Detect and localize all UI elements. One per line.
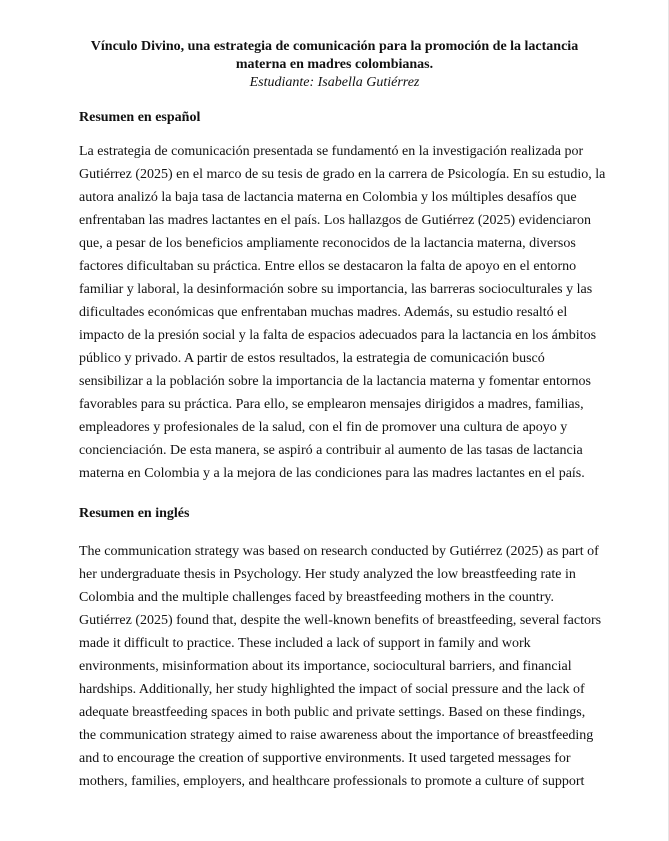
paragraph-line: público y privado. A partir de estos resultados, la estrategia de comunicación buscó [79,351,545,366]
paragraph-line: Gutiérrez (2025) en el marco de su tesis de grado en la carrera de Psicología. En su estudio, la [79,167,606,182]
paragraph-line: environments, misinformation about its importance, sociocultural barriers, and financial [79,659,572,674]
paragraph-line: sensibilizar a la población sobre la importancia de la lactancia materna y fomentar entornos [79,374,591,389]
paragraph-line: impacto de la presión social y la falta de espacios adecuados para la lactancia en los ámbitos [79,328,597,343]
paragraph-line: mothers, families, employers, and healthcare professionals to promote a culture of support [79,774,585,789]
paragraph-line: autora analizó la baja tasa de lactancia materna en Colombia y los múltiples desafíos que [79,190,577,205]
paragraph-line: factores dificultaban su práctica. Entre ellos se destacaron la falta de apoyo en el entorno [79,259,577,274]
paragraph-line: dificultades económicas que enfrentaban muchas madres. Además, su estudio resaltó el [79,305,568,320]
paragraph-line: familiar y laboral, la desinformación sobre su importancia, las barreras socioculturales y las [79,282,593,297]
paragraph-line: Colombia and the multiple challenges faced by breastfeeding mothers in the country. [79,590,554,605]
paragraph-line: made it difficult to practice. These included a lack of support in family and work [79,636,531,651]
heading-spanish-abstract: Resumen en español [79,110,201,125]
spanish-abstract-paragraph [79,140,606,485]
title-line-1: Vínculo Divino, una estrategia de comunicación para la promoción de la lactancia [90,39,579,54]
paragraph-line: concienciación. De esta manera, se aspiró a contribuir al aumento de las tasas de lactancia [79,443,583,458]
paragraph-line: adequate breastfeeding spaces in both public and private settings. Based on these findings, [79,705,586,720]
paragraph-line: The communication strategy was based on research conducted by Gutiérrez (2025) as part of [79,544,599,559]
paragraph-line: empleadores y profesionales de la salud, con el fin de promover una cultura de apoyo y [79,420,568,435]
paragraph-line: and to encourage the creation of supportive environments. It used targeted messages for [79,751,571,766]
paragraph-line: La estrategia de comunicación presentada se fundamentó en la investigación realizada por [79,144,584,159]
paragraph-line: enfrentaban las madres lactantes en el país. Los hallazgos de Gutiérrez (2025) evidenciaron [79,213,591,228]
paragraph-line: hardships. Additionally, her study highlighted the impact of social pressure and the lack of [79,682,585,697]
paragraph-line: her undergraduate thesis in Psychology. Her study analyzed the low breastfeeding rate in [79,567,576,582]
paragraph-line: favorables para su práctica. Para ello, se emplearon mensajes dirigidos a madres, familias, [79,397,584,412]
paragraph-line: materna en Colombia y a la mejora de las condiciones para las madres lactantes en el país. [79,466,585,481]
heading-english-abstract: Resumen en inglés [79,506,190,521]
paragraph-line: the communication strategy aimed to raise awareness about the importance of breastfeeding [79,728,594,743]
student-name: Estudiante: Isabella Gutiérrez [249,75,420,90]
paragraph-line: que, a pesar de los beneficios ampliamente reconocidos de la lactancia materna, diversos [79,236,576,251]
paragraph-line: Gutiérrez (2025) found that, despite the well-known benefits of breastfeeding, several factors [79,613,602,628]
english-abstract-paragraph [79,540,602,793]
document-title [70,38,599,74]
title-line-2: materna en madres colombianas. [235,57,434,72]
